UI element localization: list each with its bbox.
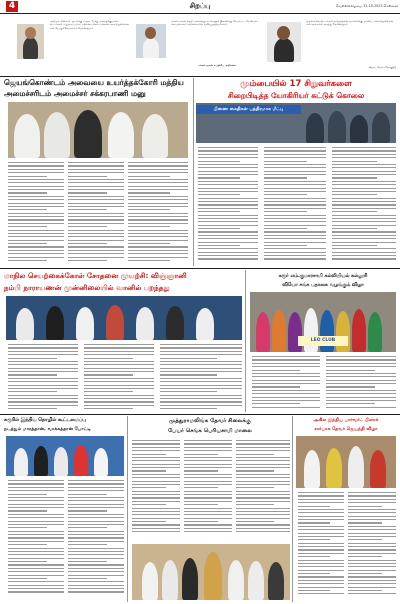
quote-1: அதிமுக மீண்டும் ஆட்சிக்கு வரும் போது மக்களுக்கு நல்ல திட்டங்கள் வழங்கப்படும்; எதிர்க்கட்சிகள் மக்களை ஏமாற்றுகின்றன என பொதுச்செயலாளர் தெரிவித்தார். — [50, 20, 129, 30]
headline-5-line1: கரூரில் இந்திய தொழில் கூட்டமைப்பு — [4, 418, 86, 423]
photo-leo-club — [250, 292, 396, 352]
article-6-text-b — [184, 440, 232, 540]
headline-2-line1: மும்பையில் 17 சிறுவர்களை — [240, 79, 352, 89]
leo-club-banner: LEO CLUB — [298, 336, 348, 346]
headline-3-line1: மாநில செயற்கைக்கோள் சோதனை முயற்சி: விஞ்ஞானி — [4, 271, 187, 280]
column-rule-4 — [292, 416, 293, 602]
article-6-text — [132, 440, 180, 540]
article-5-text — [8, 480, 64, 600]
article-4-text — [252, 356, 320, 412]
divider-1 — [0, 268, 400, 269]
page-header — [0, 0, 400, 14]
article-1-text-c — [128, 162, 188, 267]
headline-7-line2: சார்பாக தேவர் ஜெயந்தி விழா — [314, 427, 378, 432]
headline-1 — [4, 78, 190, 100]
section-title: சிறப்பு — [189, 2, 211, 10]
article-1-text-b — [68, 162, 124, 267]
article-2-text — [198, 147, 258, 267]
date-line: வெள்ளிக்கிழமை 31.10.2025 சென்னை — [335, 4, 398, 8]
caption-right-top: விஜய நேரம் (தொகுதி) — [368, 66, 396, 69]
headline-2-banner: பிணை கைதிகள் பத்திரமாக மீட்பு — [196, 105, 301, 114]
top-quote-strip — [0, 14, 400, 77]
article-1-text — [8, 162, 64, 267]
photo-statue-garland — [132, 544, 290, 600]
headline-4-sub: வியோ சங்க பதாகை வழங்கும் விழா — [282, 283, 364, 288]
caption-top: மக்கள் நலன் கருதியே அறிக்கை — [198, 64, 236, 67]
headline-6-line1: முத்துராமலிங்க தேவர் சிலைக்கு — [169, 418, 251, 424]
column-rule-2 — [245, 270, 246, 412]
politician-photo-1 — [17, 24, 44, 59]
article-3-text-c — [160, 344, 242, 412]
photo-ministers — [8, 102, 188, 158]
article-4-text-b — [326, 356, 396, 412]
headline-5-line2: நடத்தும் மாரத்தான், வாக்கத்தான் போட்டி — [4, 427, 92, 432]
headline-7-line1: அகில இந்திய பார்வர்ட் பிளாக் — [313, 418, 379, 423]
article-3-text-b — [84, 344, 154, 412]
page-number: 4 — [6, 1, 18, 12]
photo-jayanthi — [296, 436, 396, 488]
quote-2: மக்கள் நலன் கருதி அனைத்து கட்சிகளும் இணைந்து செயல்பட வேண்டும் என தலைவர் அறிக்கையில் வலியுறுத்தியுள்ளார். — [171, 20, 258, 27]
article-2-text-b — [264, 147, 326, 267]
quote-3: முதல்வரின் திட்டங்கள் தமிழகத்தின் வளர்ச்சிக்கு முக்கிய பங்காற்றுகின்றன என அமைச்சர் கருத்து தெரிவித்தார். — [306, 20, 394, 27]
photo-police — [196, 103, 396, 143]
headline-3-line2: நம்பி நாராயணன் முன்னிலையில் வானில் பறந்தது — [4, 283, 170, 292]
article-6-text-c — [236, 440, 290, 540]
photo-satellite-event — [6, 296, 242, 340]
divider-2 — [0, 414, 400, 415]
column-rule-1 — [193, 78, 194, 266]
politician-photo-3 — [267, 22, 301, 62]
headline-6-line2: பேயர் செங்க பெரியசாமி மாலை — [168, 428, 252, 434]
article-7-text-b — [348, 492, 396, 600]
article-7-text — [298, 492, 344, 600]
article-2-text-c — [332, 147, 396, 267]
politician-photo-2 — [136, 24, 166, 58]
headline-2-line2: சிறைபிடித்த யோகிரியர் சுட்டுக் கொலை — [227, 91, 365, 100]
photo-marathon — [6, 436, 124, 476]
headline-1-text: ஜெயங்கொண்டம் அவையை உயர்த்தக்கோரி மத்திய அமைச்சரிடம் அமைச்சர் சக்கரபாணி மனு — [4, 78, 184, 98]
column-rule-3 — [127, 416, 128, 602]
article-3-text — [8, 344, 78, 412]
article-5-text-b — [68, 480, 124, 600]
headline-4: கரூர் எம்.குமாரசாமி கல்லியியல் கல்லூரி — [278, 274, 368, 279]
